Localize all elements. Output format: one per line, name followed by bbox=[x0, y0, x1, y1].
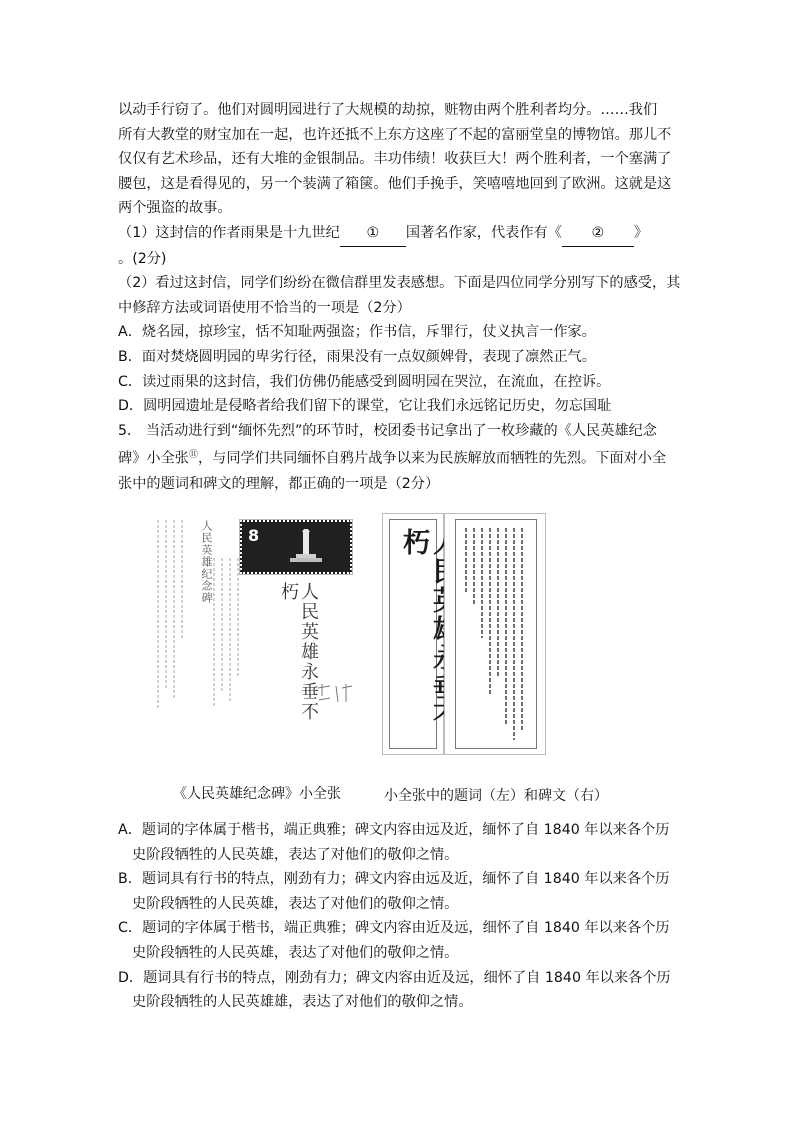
inscription-panel-left bbox=[382, 513, 444, 755]
q1-middle: 国著名作家，代表作有《 bbox=[405, 224, 562, 241]
question-5-stem bbox=[118, 443, 678, 471]
option-c-cont: 史阶段牺牲的人民英雄，表达了对他们的敬仰之情。 bbox=[132, 944, 459, 961]
monument-icon bbox=[286, 528, 326, 566]
option-d[interactable]: D．圆明园遗址是侵略者给我们留下的课堂，它让我们永远铭记历史，勿忘国耻 bbox=[118, 398, 612, 415]
faint-inscription bbox=[152, 518, 242, 718]
caption-right: 小全张中的题词（左）和碑文（右） bbox=[384, 788, 608, 804]
option-a[interactable]: A．题词的字体属于楷书，端正典雅；碑文内容由远及近，缅怀了自 1840 年以来各个历 bbox=[118, 822, 670, 838]
passage bbox=[118, 98, 681, 496]
epitaph-text-columns bbox=[462, 526, 532, 746]
passage-line: 仅仅有艺术珍品，还有大堆的金银制品。丰功伟绩！收获巨大！两个胜利者，一个塞满了 bbox=[118, 151, 672, 168]
question-1 bbox=[118, 221, 678, 247]
inscription-panel-right bbox=[444, 513, 546, 755]
signature bbox=[316, 682, 356, 720]
q1-suffix: 》 bbox=[633, 224, 649, 241]
stamp-image bbox=[240, 520, 352, 574]
panel-calligraphy: 朽 bbox=[398, 528, 429, 557]
q5-text: 碑》小全张 bbox=[118, 451, 189, 468]
passage-line: 所有大教堂的财宝加在一起，也许还抵不上东方这座了不起的富丽堂皇的博物馆。那儿不 bbox=[118, 126, 672, 143]
option-a[interactable]: A．烧名园，掠珍宝，恬不知耻两强盗；作书信，斥罪行，仗义执言一作家。 bbox=[118, 324, 596, 341]
option-c[interactable]: C．读过雨果的这封信，我们仿佛仍能感受到圆明园在哭泣，在流血，在控诉。 bbox=[118, 373, 611, 390]
passage-line: 腰包，这是看得见的，另一个装满了箱箧。他们手挽手，笑嘻嘻地回到了欧洲。这就是这 bbox=[118, 175, 672, 192]
option-a-cont: 史阶段牺牲的人民英雄，表达了对他们的敬仰之情。 bbox=[132, 846, 459, 863]
q5-text: ，与同学们共同缅怀自鸦片战争以来为民族解放而牺牲的先烈。下面对小全 bbox=[197, 451, 667, 468]
question-2-stem: （2）看过这封信，同学们纷纷在微信群里发表感想。下面是四位同学分别写下的感受，其 bbox=[118, 275, 681, 292]
option-c[interactable]: C．题词的字体属于楷书，端正典雅；碑文内容由近及远，细怀了自 1840 年以来各个历 bbox=[118, 920, 670, 937]
passage-line: 两个强盗的故事。 bbox=[118, 200, 232, 217]
option-d[interactable]: D．题词具有行书的特点，刚劲有力；碑文内容由近及远，细怀了自 1840 年以来各个历 bbox=[118, 969, 671, 986]
passage-line: 以动手行窃了。他们对圆明园进行了大规模的劫掠，赃物由两个胜利者均分。……我们 bbox=[118, 102, 658, 118]
option-b[interactable]: B．题词具有行书的特点，刚劲有力；碑文内容由远及近，缅怀了自 1840 年以来各个历 bbox=[118, 871, 670, 888]
question-2-stem: 中修辞方法或词语使用不恰当的一项是（2分） bbox=[118, 299, 411, 316]
sheet-calligraphy: 人民英雄永垂不朽 bbox=[278, 582, 319, 722]
question-5-options bbox=[118, 818, 678, 1015]
caption-left: 《人民英雄纪念碑》小全张 bbox=[173, 786, 341, 802]
option-d-cont: 史阶段牺牲的人民英雄雄，表达了对他们的敬仰之情。 bbox=[132, 994, 473, 1011]
sheet-heading: 人民英雄纪念碑 bbox=[200, 520, 213, 604]
answer-blank-2[interactable]: ② bbox=[562, 221, 634, 247]
stamp-value: 8 bbox=[248, 526, 260, 545]
q1-prefix: （1）这封信的作者雨果是十九世纪 bbox=[118, 224, 340, 241]
option-b[interactable]: B．面对焚烧圆明园的卑劣行径，雨果没有一点奴颜婢骨，表现了凛然正气。 bbox=[118, 348, 596, 365]
answer-blank-1[interactable]: ① bbox=[340, 221, 406, 247]
footnote-marker: ⑪ bbox=[188, 450, 198, 461]
question-5-stem: 张中的题词和碑文的理解，都正确的一项是（2分） bbox=[118, 475, 440, 492]
option-b-cont: 史阶段牺牲的人民英雄，表达了对他们的敬仰之情。 bbox=[132, 895, 459, 912]
q1-score: 。(2分) bbox=[118, 250, 167, 267]
question-5-stem: 5． 当活动进行到“缅怀先烈”的环节时，校团委书记拿出了一枚珍藏的《人民英雄纪念 bbox=[118, 422, 657, 439]
